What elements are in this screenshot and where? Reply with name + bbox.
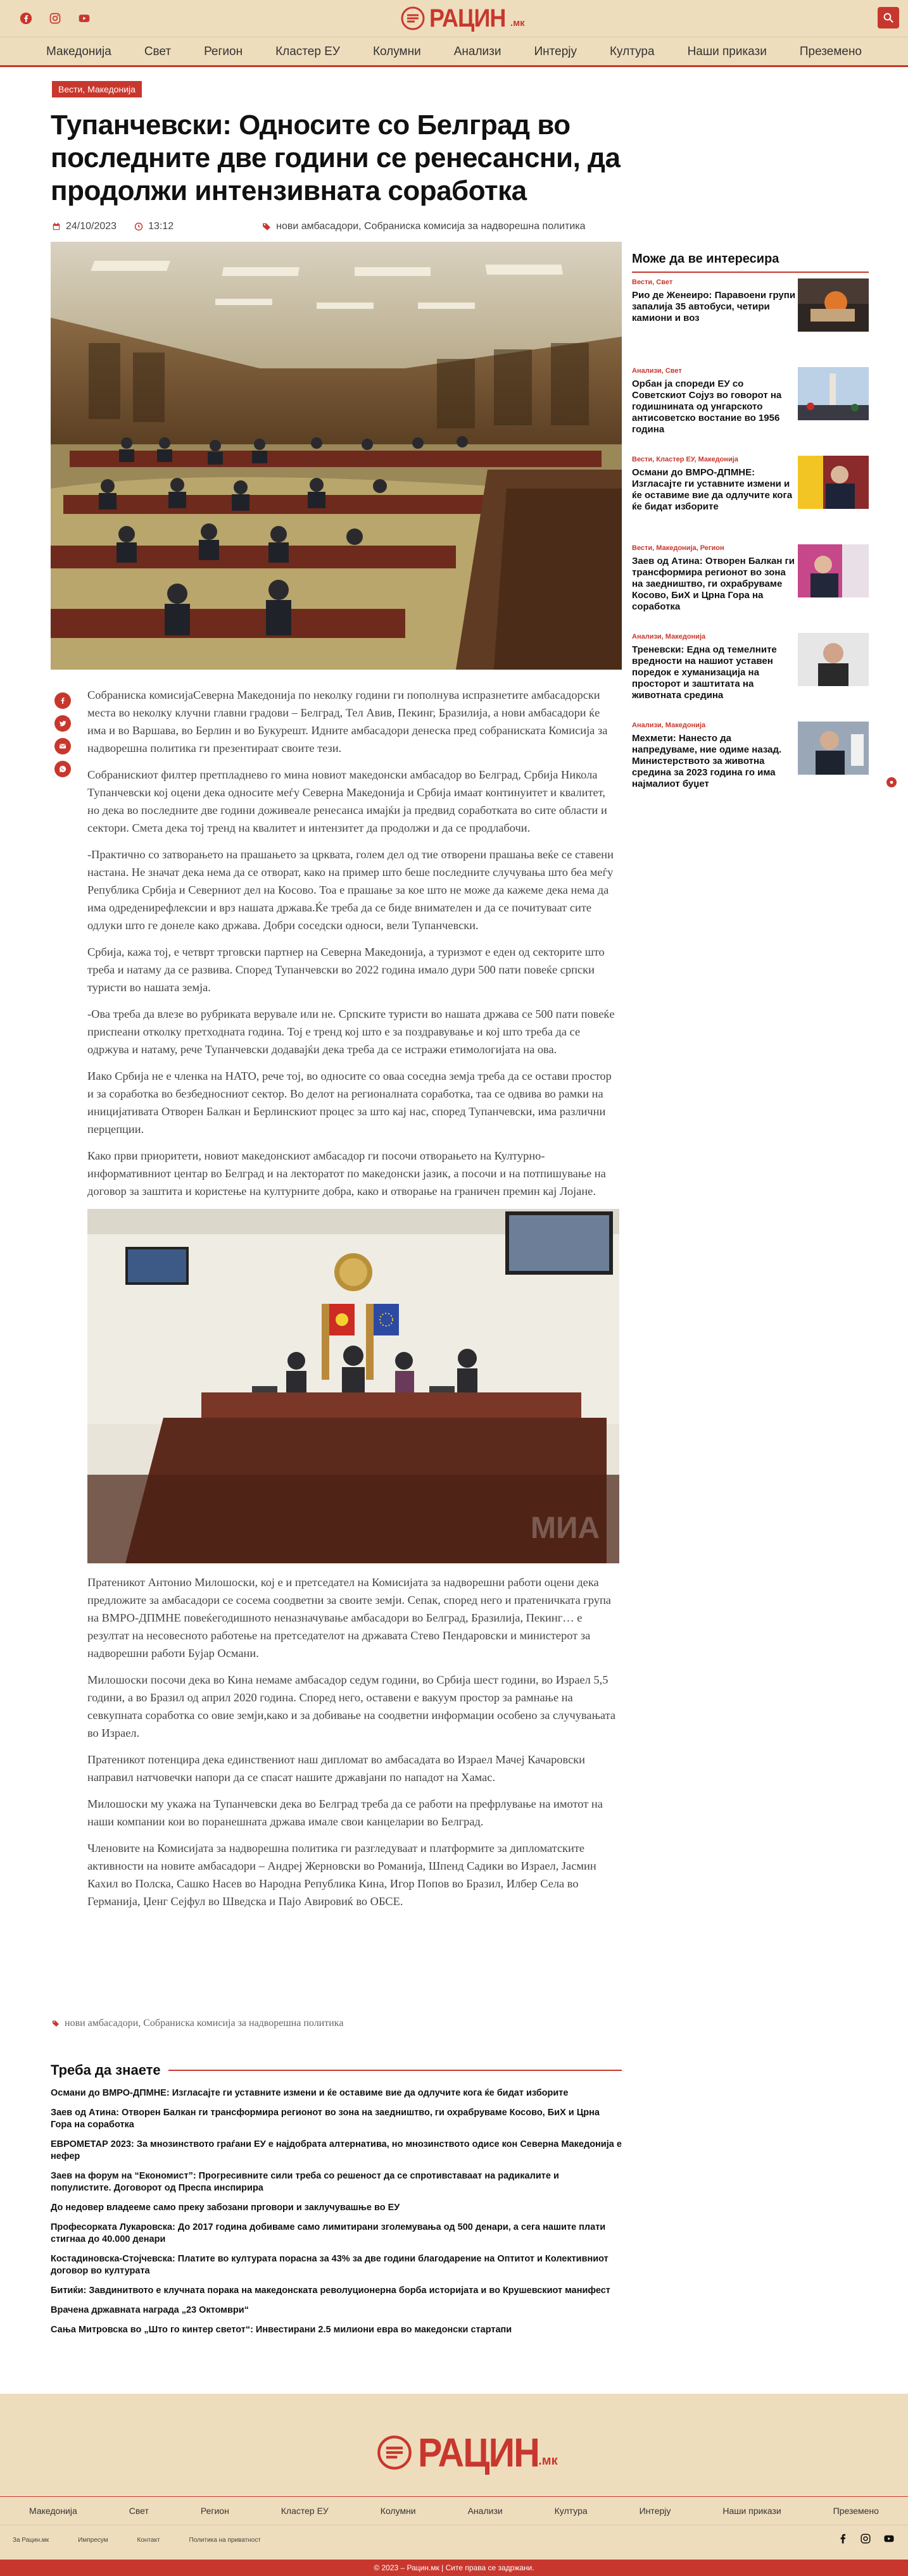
footer-nav-item[interactable]: Кластер ЕУ	[281, 2506, 329, 2516]
instagram-icon[interactable]	[860, 2533, 871, 2544]
copyright-bar	[0, 2560, 908, 2576]
list-item[interactable]: ЕВРОМЕТАР 2023: За мнозинството граѓани ЕУ е најдобрата алтернатива, но мнозинството одисе кон Северна Македонија е нефер	[51, 2139, 622, 2161]
sidebar-item[interactable]	[632, 456, 869, 544]
instagram-icon[interactable]	[47, 10, 63, 27]
tag-icon	[262, 222, 271, 231]
sidebar-item[interactable]	[632, 633, 869, 722]
paragraph: Пратеникот Антонио Милошоски, кој е и претседател на Комисијата за надворешни работи оцени дека предложите за амбасадори се сосема соодветни за своите земји. Сепак, според него и пратеничката група на ВМРО-ДПМНЕ повеќегодишното неназначување амбасадори во Белград, Бразилија, Пекинг… е резултат на несовесното работење на претседателот на државата Стево Пендаровски и министерот за надворешни работи Бујар Османи.	[87, 1576, 611, 1660]
share-buttons	[54, 692, 71, 777]
footer-link-contact[interactable]: Контакт	[137, 2537, 160, 2544]
sidebar-item-title[interactable]: Мехмети: Нанесто да напредуваме, ние одиме назад. Министерството за животна средина за 2023 година го има најмалиот буџет	[632, 733, 782, 789]
nav-item-taken[interactable]: Преземено	[799, 45, 862, 58]
nav-item-interview[interactable]: Интерју	[534, 45, 577, 58]
paragraph: Членовите на Комисијата за надворешна политика ги разгледуваат и платформите за дипломатските активности на новите амбасадори – Андреј Жерновски во Романија, Шпенд Садики во Израел, Јасмин Кахил во Полска, Сашко Насев во Народна Република Кина, Игор Попов во Бразил, Илбер Села во Германија, Џенг Сејфул во Шведска и Пајо Авировиќ во ОБСЕ.	[87, 1842, 596, 1908]
tags-list[interactable]: нови амбасадори, Собраниска комисија за надворешна политика	[65, 2018, 344, 2029]
logo-mark-icon	[376, 2434, 413, 2471]
committee-session-image	[87, 1209, 619, 1563]
logo-suffix: .мк	[510, 17, 525, 28]
share-email-icon[interactable]	[54, 738, 71, 754]
paragraph: Иако Србија не е членка на НАТО, рече тој, во односите со оваа соседна земја треба да се остави простор и за соработка во безбедносниот сектор. Во делот на регионалната соработка, таа се одвива во рамки на иницијативата Отворен Балкан и Берлинскиот процес за што кај нас, според Тупанчевски, има различни перцепции.	[87, 1070, 612, 1135]
nav-item-analyses[interactable]: Анализи	[453, 45, 501, 58]
sidebar-thumbnail[interactable]	[798, 278, 869, 332]
category-badge[interactable]: Вести, Македонија	[52, 81, 142, 97]
article-meta	[52, 219, 622, 234]
article-time: 13:12	[148, 221, 174, 232]
list-item[interactable]: Професорката Лукаровска: До 2017 година добиваме само лимитирани зголемувања од 500 денари, а сега нашите плати стигнаа до 40.000 денари	[51, 2222, 606, 2244]
sidebar-item-category[interactable]: Анализи, Македонија	[632, 633, 706, 641]
list-item[interactable]: Врачена државната награда „23 Октомври“	[51, 2305, 249, 2315]
paragraph: Собранискиот филтер претпладнево го мина новиот македонски амбасадор во Белград, Србија Никола Тупанчевски кој оцени дека односите меѓу Северна Македонија и Србија имаат континуитет и квалитет, но дека во последните две години доживеале ренесанса имајќи ја предвид соработката во сите области и сектори. Смета дека тој тренд на квалитет и интензитет да продолжи и да се продлабочи.	[87, 768, 607, 834]
article-tags[interactable]: нови амбасадори, Собраниска комисија за надворешна политика	[276, 221, 586, 232]
footer-nav-item[interactable]: Анализи	[467, 2506, 503, 2516]
sidebar-item[interactable]	[632, 367, 869, 456]
footer-nav-item[interactable]: Култура	[554, 2506, 588, 2516]
sidebar-item[interactable]	[632, 544, 869, 633]
footer-logo-text: РАЦИН	[418, 2430, 539, 2475]
sidebar-item-title[interactable]: Заев од Атина: Отворен Балкан ги трансформира регионот во зона на заедништво, ги охрабруваме Косово, БиХ и Црна Гора на соработка	[632, 556, 795, 612]
svg-text:МИА: МИА	[531, 1511, 600, 1545]
footer-nav-item[interactable]: Свет	[129, 2506, 149, 2516]
sidebar-item-category[interactable]: Анализи, Македонија	[632, 722, 706, 729]
sidebar-item-category[interactable]: Анализи, Свет	[632, 367, 682, 375]
footer-links	[13, 2537, 261, 2544]
sidebar-item-title[interactable]: Треневски: Една од темелните вредности на нашиот уставен поредок е хуманизација на просторот и заштитата на животната средина	[632, 644, 777, 701]
youtube-icon[interactable]	[76, 10, 92, 27]
footer	[0, 2394, 908, 2576]
sidebar-item-category[interactable]: Вести, Македонија, Регион	[632, 544, 724, 552]
sidebar-thumbnail[interactable]	[798, 633, 869, 686]
sidebar-item-category[interactable]: Вести, Кластер ЕУ, Македонија	[632, 456, 738, 463]
sidebar-title: Може да ве интересира	[632, 252, 869, 273]
footer-navigation	[0, 2496, 908, 2525]
list-item[interactable]: До недовер владееме само преку забозани прговори и заклучувашње во ЕУ	[51, 2203, 400, 2213]
list-item[interactable]: Битиќи: Завдинитвото е клучната порака на македонската револуционерна борба историјата и во Крушевскиот манифест	[51, 2285, 610, 2296]
list-item[interactable]: Сања Митровска во „Што го кинтер светот“: Инвестирани 2.5 милиони евра во македонски стартапи	[51, 2325, 512, 2335]
footer-nav-item[interactable]: Интерју	[639, 2506, 671, 2516]
sidebar-thumbnail[interactable]	[798, 456, 869, 509]
article-body	[87, 686, 619, 1919]
share-whatsapp-icon[interactable]	[54, 761, 71, 777]
footer-social	[837, 2533, 895, 2544]
paragraph: Како први приоритети, новиот македонскиот амбасадор ги посочи отворањето на Културно-информативниот центар во Белград и на лекторатот по македонски јазик, а посочи и на потпишување на договор за заштита и користење на културните добра, како и отворање на граничен премин кај Лојане.	[87, 1149, 606, 1197]
paragraph: Милошоски посочи дека во Кина немаме амбасадор седум години, во Србија шест години, во Израел 5,5 години, а во Бразил од април 2020 година. Според него, оставени е вакуум простор за рамнање на севкупната соработка со овие земји,како и за добивање на соодветни информации особено за случувањата во Израел.	[87, 1673, 616, 1739]
nav-item-our-reviews[interactable]: Наши прикази	[687, 45, 767, 58]
youtube-icon[interactable]	[883, 2533, 895, 2544]
footer-nav-item[interactable]: Наши прикази	[722, 2506, 781, 2516]
share-twitter-icon[interactable]	[54, 715, 71, 732]
footer-nav-item[interactable]: Македонија	[29, 2506, 77, 2516]
nav-item-world[interactable]: Свет	[144, 45, 172, 58]
floating-badge-icon[interactable]	[886, 777, 897, 787]
nav-item-region[interactable]: Регион	[204, 45, 243, 58]
site-logo[interactable]	[400, 3, 525, 34]
article-date: 24/10/2023	[66, 221, 117, 232]
article-title: Тупанчевски: Односите со Белград во последните две години се ренесансни, да продолжи интензивната соработка	[51, 109, 621, 206]
top-bar	[0, 0, 908, 37]
sidebar-list	[632, 278, 869, 810]
nav-item-cluster-eu[interactable]: Кластер ЕУ	[275, 45, 340, 58]
main-navigation	[0, 37, 908, 67]
calendar-icon	[52, 222, 61, 231]
list-item[interactable]: Османи до ВМРО-ДПМНЕ: Изгласајте ги уставните измени и ќе оставиме вие да одлучите кога ќе бидат изборите	[51, 2088, 569, 2098]
paragraph: Пратеникот потенцира дека единствениот наш дипломат во амбасадата во Израел Мачеј Качаровски направил натчовечки напори да се спасат нашите државјани по нападот на Хамас.	[87, 1753, 586, 1784]
sidebar-thumbnail[interactable]	[798, 544, 869, 597]
tag-icon	[52, 2020, 60, 2027]
sidebar-item-title[interactable]: Османи до ВМРО-ДПМНЕ: Изгласајте ги уставните измени и ќе оставиме вие да одлучите кога ќе бидат изборите	[632, 467, 793, 512]
sidebar-item[interactable]	[632, 278, 869, 367]
list-item[interactable]: Костадиновска-Стојчевска: Платите во културата порасна за 43% за две години благодарение на Оптитот и Колективниот договор во културата	[51, 2254, 608, 2276]
footer-link-impressum[interactable]: Импресум	[78, 2537, 108, 2544]
article-main-image	[51, 242, 622, 670]
logo-mark-icon	[400, 6, 426, 31]
facebook-icon[interactable]	[837, 2533, 848, 2544]
paragraph: -Практично со затворањето на прашањето за црквата, голем дел од тие отворени прашања веќе се ставени настана. Не значат дека нема да се отворат, како на пример што беше последните случувања што беа меѓу Република Србија и Северниот дел на Косово. Тоа е прашање за кое што не може да кажеме дека нема да има одреденирефлексии и врз нашата држава.Ќе треба да се биде внимателен и да се почитуваат сите одлуки што ге донеле како држава. Добри соседски односи, вели Тупанчевски.	[87, 848, 614, 932]
footer-link-about[interactable]: За Рацин.мк	[13, 2537, 49, 2544]
must-know-title	[51, 2062, 622, 2079]
search-button[interactable]	[878, 7, 899, 28]
sidebar-thumbnail[interactable]	[798, 367, 869, 420]
nav-item-culture[interactable]: Култура	[609, 45, 655, 58]
article-tags-footer	[52, 2018, 343, 2029]
social-links	[18, 10, 92, 27]
sidebar-item-category[interactable]: Вести, Свет	[632, 278, 673, 286]
search-icon	[883, 12, 894, 23]
sidebar-thumbnail[interactable]	[798, 722, 869, 775]
list-item[interactable]: Заев од Атина: Отворен Балкан ги трансформира регионот во зона на заедништво, ги охрабруваме Косово, БиХ и Црна Гора на соработка	[51, 2108, 600, 2130]
clock-icon	[134, 222, 143, 231]
paragraph: -Ова треба да влезе во рубриката верувале или не. Српските туристи во нашата држава се 500 пати повеќе приспеани отколку претходната година. Тој е тренд кој што е за поздравување и кој што треба да се одржува и натаму, рече Тупанчевски додавајќи дека треба да се истражи етимологијата на ова.	[87, 1008, 615, 1056]
paragraph: Милошоски му укажа на Тупанчевски дека во Белград треба да се работи на префрлување на имотот на наши компании кои во поранешната држава имале свои канцеларии во Белград.	[87, 1798, 603, 1828]
paragraph: Србија, кажа тој, е четврт трговски партнер на Северна Македонија, а туризмот е еден од секторите што треба и натаму да се развива. Според Тупанчевски во 2022 година имало дури 500 пати повеќе српски туристи во нашата земја.	[87, 946, 605, 994]
footer-nav-item[interactable]: Преземено	[833, 2506, 879, 2516]
must-know-heading: Треба да знаете	[51, 2062, 161, 2078]
sidebar-item-title[interactable]: Орбан ја спореди ЕУ со Советскиот Сојуз во говорот на годишнината од унгарското антисоветско востание во 1956 година	[632, 378, 782, 435]
paragraph: Собраниска комисијаСеверна Македонија по неколку години ги пополнува испразнетите амбасадорски места во неколку клучни главни градови – Белград, Тел Авив, Пекинг, Бразилија, а нови амбасадори ќе има и во Варшава, во Берлин и во Букурешт. Идните амбасадори денеска пред собраниската Комисија за надворешна политика ги презентираат своите тези.	[87, 689, 608, 754]
facebook-icon[interactable]	[18, 10, 34, 27]
nav-item-columns[interactable]: Колумни	[372, 45, 421, 58]
nav-item-macedonia[interactable]: Македонија	[46, 45, 111, 58]
share-facebook-icon[interactable]	[54, 692, 71, 709]
list-item[interactable]: Заев на форум на “Економист”: Прогресивните сили треба со решеност да се спротивставаат на радикалите и популистите. Договорот од Преспа инспирира	[51, 2171, 559, 2193]
footer-nav-item[interactable]: Колумни	[380, 2506, 416, 2516]
footer-nav-item[interactable]: Регион	[200, 2506, 229, 2516]
must-know-list	[51, 2087, 622, 2344]
sidebar-item-title[interactable]: Рио де Женеиро: Паравоени групи запалија 35 автобуси, четири камиони и воз	[632, 290, 796, 323]
logo-text: РАЦИН	[429, 4, 506, 32]
footer-logo[interactable]	[376, 2429, 558, 2476]
footer-link-privacy[interactable]: Политика на приватност	[189, 2537, 261, 2544]
sidebar-item[interactable]	[632, 722, 869, 810]
copyright-text: © 2023 – Рацин.мк | Сите права се задржани.	[374, 2563, 534, 2572]
footer-logo-suffix: .мк	[538, 2453, 558, 2468]
